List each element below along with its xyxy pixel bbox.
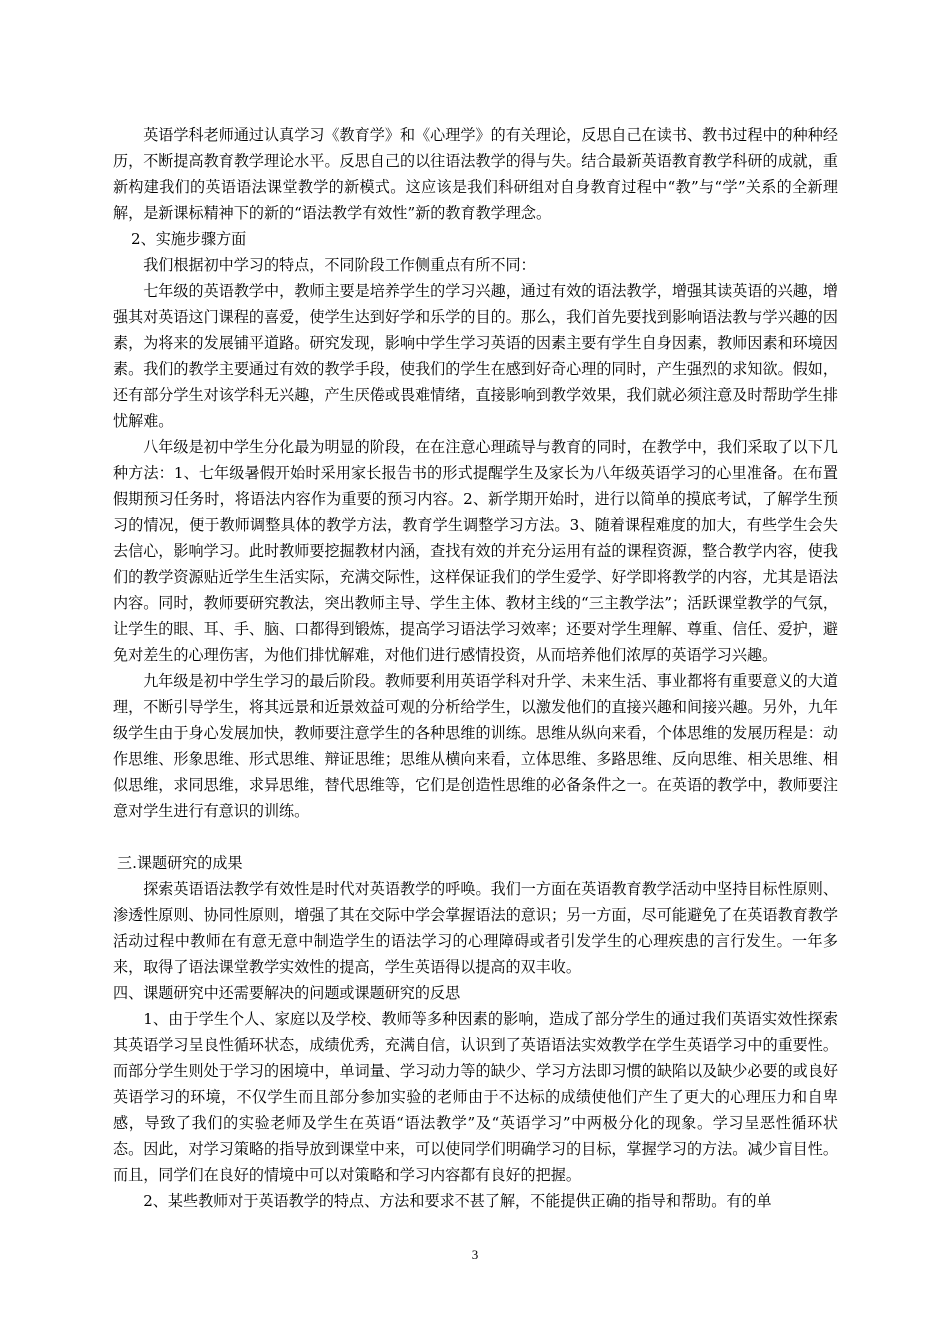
blank-line bbox=[113, 824, 838, 850]
paragraph-problem-two: 2、某些教师对于英语教学的特点、方法和要求不甚了解，不能提供正确的指导和帮助。有的单 bbox=[143, 1192, 772, 1210]
heading-implementation-steps: 2、实施步骤方面 bbox=[131, 230, 247, 248]
paragraph-research-results: 探索英语语法教学有效性是时代对英语教学的呼唤。我们一方面在英语教育教学活动中坚持目标性原则、渗透性原则、协同性原则，增强了其在交际中学会掌握语法的意识；另一方面，尽可能避免了在英语教育教学活动过程中教师在有意无意中制造学生的语法学习的心理障碍或者引发学生的心理疾患的言行发生。一年多来，取得了语法课堂教学实效性的提高，学生英语得以提高的双丰收。 bbox=[113, 880, 838, 976]
page-body bbox=[113, 122, 838, 1214]
page-number: 3 bbox=[471, 1247, 479, 1262]
paragraph-grade-seven: 七年级的英语教学中，教师主要是培养学生的学习兴趣，通过有效的语法教学，增强其读英语的兴趣，增强其对英语这门课程的喜爱，使学生达到好学和乐学的目的。那么，我们首先要找到影响语法教与学兴趣的因素，为将来的发展铺平道路。研究发现，影响中学生学习英语的因素主要有学生自身因素，教师因素和环境因素。我们的教学主要通过有效的教学手段，使我们的学生在感到好奇心理的同时，产生强烈的求知欲。假如，还有部分学生对该学科无兴趣，产生厌倦或畏难情绪，直接影响到教学效果，我们就必须注意及时帮助学生排忧解难。 bbox=[113, 282, 838, 430]
paragraph-teacher-reflection: 英语学科老师通过认真学习《教育学》和《心理学》的有关理论，反思自己在读书、教书过程中的种种经历，不断提高教育教学理论水平。反思自己的以往语法教学的得与失。结合最新英语教育教学科研的成就，重新构建我们的英语语法课堂教学的新模式。这应该是我们科研组对自身教育过程中“教”与“学”关系的全新理解，是新课标精神下的新的“语法教学有效性”新的教育教学理念。 bbox=[113, 126, 838, 222]
paragraph-stage-intro: 我们根据初中学习的特点，不同阶段工作侧重点有所不同： bbox=[143, 256, 536, 274]
heading-research-results: 三.课题研究的成果 bbox=[117, 854, 243, 872]
paragraph-grade-eight: 八年级是初中学生分化最为明显的阶段，在在注意心理疏导与教育的同时，在教学中，我们采取了以下几种方法：1、七年级暑假开始时采用家长报告书的形式提醒学生及家长为八年级英语学习的心里准备。在布置假期预习任务时，将语法内容作为重要的预习内容。2、新学期开始时，进行以简单的摸底考试，了解学生预习的情况，便于教师调整具体的教学方法，教育学生调整学习方法。3、随着课程难度的加大，有些学生会失去信心，影响学习。此时教师要挖掘教材内涵，查找有效的并充分运用有益的课程资源，整合教学内容，使我们的教学资源贴近学生生活实际，充满交际性，这样保证我们的学生爱学、好学即将教学的内容，尤其是语法内容。同时，教师要研究教法，突出教师主导、学生主体、教材主线的“三主教学法”；活跃课堂教学的气氛，让学生的眼、耳、手、脑、口都得到锻炼，提高学习语法学习效率；还要对学生理解、尊重、信任、爱护，避免对差生的心理伤害，为他们排忧解难，对他们进行感情投资，从而培养他们浓厚的英语学习兴趣。 bbox=[113, 438, 838, 664]
heading-remaining-problems: 四、课题研究中还需要解决的问题或课题研究的反思 bbox=[113, 984, 461, 1002]
paragraph-grade-nine: 九年级是初中学生学习的最后阶段。教师要利用英语学科对升学、未来生活、事业都将有重要意义的大道理，不断引导学生，将其远景和近景效益可观的分析给学生，以激发他们的直接兴趣和间接兴趣。另外，九年级学生由于身心发展加快，教师要注意学生的各种思维的训练。思维从纵向来看，个体思维的发展历程是：动作思维、形象思维、形式思维、辩证思维；思维从横向来看，立体思维、多路思维、反向思维、相关思维、相似思维，求同思维，求异思维，替代思维等，它们是创造性思维的必备条件之一。在英语的教学中，教师要注意对学生进行有意识的训练。 bbox=[113, 672, 838, 820]
paragraph-problem-one: 1、由于学生个人、家庭以及学校、教师等多种因素的影响，造成了部分学生的通过我们英语实效性探索其英语学习呈良性循环状态，成绩优秀，充满自信，认识到了英语语法实效教学在学生英语学习中的重要性。而部分学生则处于学习的困境中，单词量、学习动力等的缺少、学习方法即习惯的缺陷以及缺少必要的或良好英语学习的环境，不仅学生而且部分参加实验的老师由于不达标的成绩使他们产生了更大的心理压力和自卑感，导致了我们的实验老师及学生在英语“语法教学”及“英语学习”中两极分化的现象。学习呈恶性循环状态。因此，对学习策略的指导放到课堂中来，可以使同学们明确学习的目标，掌握学习的方法。减少盲目性。而且，同学们在良好的情境中可以对策略和学习内容都有良好的把握。 bbox=[113, 1010, 838, 1184]
